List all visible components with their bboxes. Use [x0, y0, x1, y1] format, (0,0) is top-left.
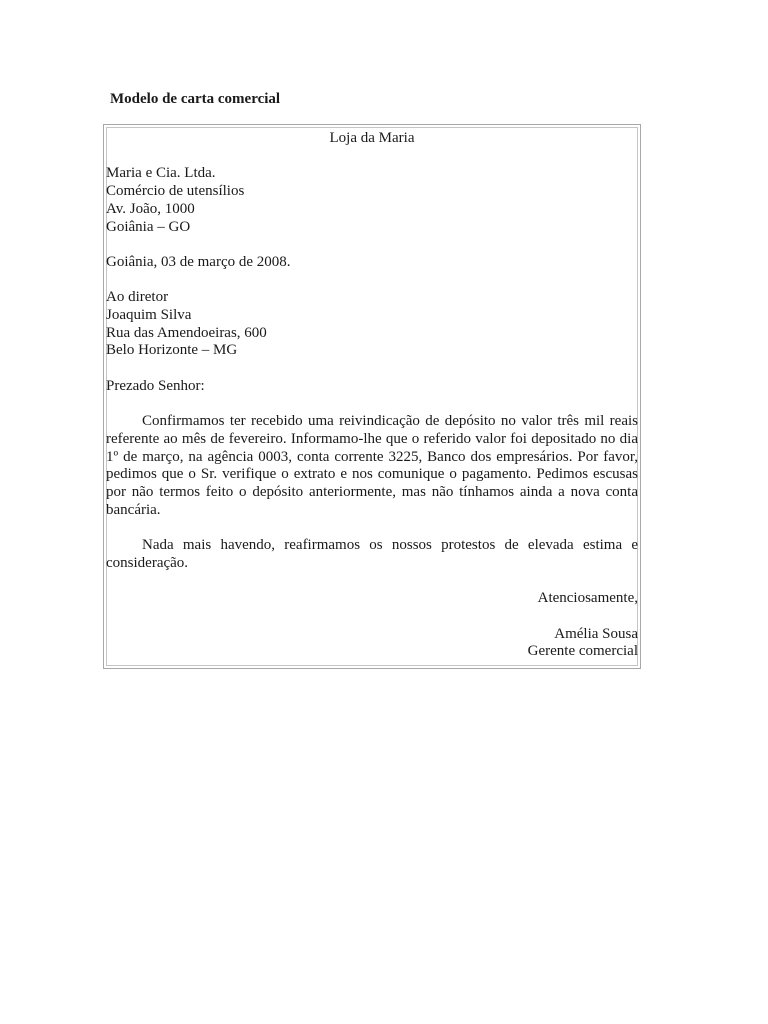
signer-title: Gerente comercial — [527, 643, 638, 660]
date-line: Goiânia, 03 de março de 2008. — [106, 253, 291, 270]
document-title: Modelo de carta comercial — [110, 91, 281, 107]
sender-line: Maria e Cia. Ltda. — [106, 165, 216, 182]
letter-body — [106, 130, 638, 661]
recipient-line: Ao diretor — [106, 289, 169, 306]
sender-line: Av. João, 1000 — [106, 200, 195, 217]
sender-line: Goiânia – GO — [106, 218, 191, 235]
signer-name: Amélia Sousa — [554, 625, 638, 642]
sender-line: Comércio de utensílios — [106, 183, 245, 200]
recipient-line: Belo Horizonte – MG — [106, 342, 238, 359]
body-paragraph: Nada mais havendo, reafirmamos os nossos protestos de elevada estima e consideração. — [106, 537, 638, 571]
body-paragraph: Confirmamos ter recebido uma reivindicação de depósito no valor três mil reais referente ao mês de fevereiro. Informamo-lhe que o referido valor foi depositado no dia 1º de março, na agência 0003, conta corrente 3225, Banco dos empresários. Por favor, pedimos que o Sr. verifique o extrato e nos comunique o pagamento. Pedimos escusas por não termos feito o depósito anteriormente, mas não tínhamos ainda a nova conta bancária. — [106, 413, 638, 518]
recipient-line: Rua das Amendoeiras, 600 — [106, 324, 267, 341]
letterhead: Loja da Maria — [329, 130, 415, 146]
recipient-line: Joaquim Silva — [106, 306, 192, 323]
salutation: Prezado Senhor: — [106, 377, 205, 394]
closing: Atenciosamente, — [537, 590, 638, 607]
